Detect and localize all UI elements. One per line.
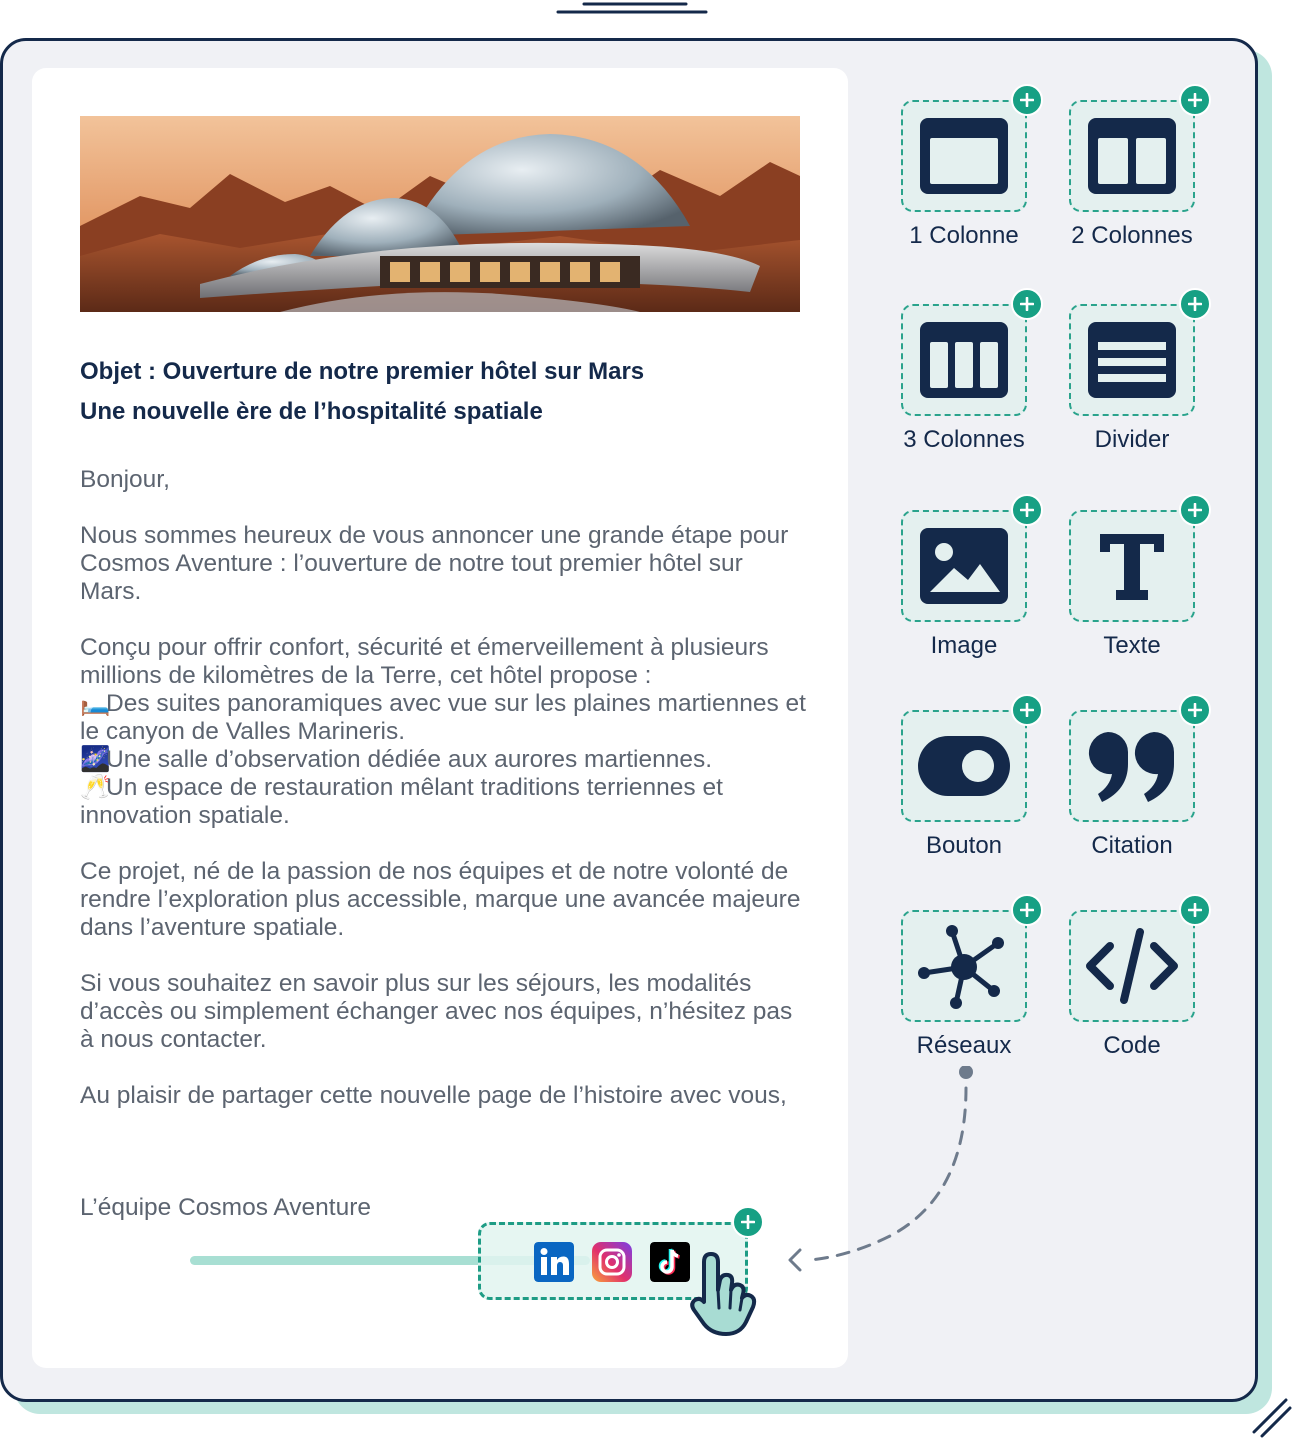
block-label: 2 Colonnes bbox=[1071, 222, 1193, 249]
code-icon bbox=[1084, 924, 1180, 1008]
instagram-icon[interactable] bbox=[592, 1242, 632, 1282]
block-label: 1 Colonne bbox=[909, 222, 1019, 249]
divider-icon bbox=[1084, 318, 1180, 402]
block-tile-one-column[interactable] bbox=[901, 100, 1027, 212]
block-label: Texte bbox=[1103, 632, 1161, 659]
plus-icon bbox=[1020, 903, 1034, 917]
subject-line-2: Une nouvelle ère de l’hospitalité spatiale bbox=[80, 398, 543, 425]
block-label: Code bbox=[1103, 1032, 1161, 1059]
bullet-text: Des suites panoramiques avec vue sur les plaines martiennes et le canyon de Valles Marineris. bbox=[80, 690, 806, 745]
paragraph-2 bbox=[80, 634, 810, 830]
block-label: Divider bbox=[1094, 426, 1170, 453]
plus-icon bbox=[1188, 503, 1202, 517]
add-block-button[interactable] bbox=[1179, 288, 1211, 320]
image-icon bbox=[916, 524, 1012, 608]
plus-icon bbox=[1188, 903, 1202, 917]
block-label: Réseaux bbox=[916, 1032, 1012, 1059]
bullet-text: Un espace de restauration mêlant traditions terriennes et innovation spatiale. bbox=[80, 774, 723, 829]
one-column-icon bbox=[916, 114, 1012, 198]
add-block-button[interactable] bbox=[1011, 694, 1043, 726]
add-block-button[interactable] bbox=[1011, 288, 1043, 320]
plus-icon bbox=[1188, 93, 1202, 107]
plus-icon bbox=[1188, 703, 1202, 717]
email-body[interactable] bbox=[80, 466, 810, 1138]
block-label: Bouton bbox=[925, 832, 1003, 859]
add-block-button[interactable] bbox=[1011, 494, 1043, 526]
hand-cursor-icon bbox=[686, 1250, 766, 1340]
block-tile-quote[interactable] bbox=[1069, 710, 1195, 822]
block-tile-social-networks[interactable] bbox=[901, 910, 1027, 1022]
add-social-block-button[interactable] bbox=[732, 1206, 764, 1238]
paragraph-3: Ce projet, né de la passion de nos équipes et de notre volonté de rendre l’exploration plus accessible, marque une avancée majeure dans l’aventure spatiale. bbox=[80, 858, 801, 941]
block-label: Citation bbox=[1091, 832, 1173, 859]
block-tile-code[interactable] bbox=[1069, 910, 1195, 1022]
paragraph-2-intro: Conçu pour offrir confort, sécurité et émerveillement à plusieurs millions de kilomètres de la Terre, cet hôtel propose : bbox=[80, 634, 769, 689]
plus-icon bbox=[1020, 93, 1034, 107]
block-tile-image[interactable] bbox=[901, 510, 1027, 622]
text-icon bbox=[1084, 524, 1180, 608]
greeting-text: Bonjour, bbox=[80, 466, 170, 493]
block-tile-two-columns[interactable] bbox=[1069, 100, 1195, 212]
tiktok-icon[interactable] bbox=[650, 1242, 690, 1282]
plus-icon bbox=[741, 1215, 755, 1229]
two-columns-icon bbox=[1084, 114, 1180, 198]
paragraph-5: Au plaisir de partager cette nouvelle page de l’histoire avec vous, bbox=[80, 1082, 787, 1109]
add-block-button[interactable] bbox=[1011, 894, 1043, 926]
signature-text: L’équipe Cosmos Aventure bbox=[80, 1194, 372, 1221]
add-block-button[interactable] bbox=[1179, 894, 1211, 926]
block-tile-divider[interactable] bbox=[1069, 304, 1195, 416]
bullet-text: Une salle d’observation dédiée aux aurores martiennes. bbox=[106, 746, 713, 773]
network-icon bbox=[916, 921, 1012, 1011]
champagne-emoji: 🥂 bbox=[80, 774, 111, 801]
add-block-button[interactable] bbox=[1179, 84, 1211, 116]
milky-way-emoji: 🌌 bbox=[80, 746, 111, 773]
email-subject[interactable] bbox=[80, 352, 800, 432]
quote-icon bbox=[1084, 724, 1180, 808]
add-block-button[interactable] bbox=[1011, 84, 1043, 116]
block-label: 3 Colonnes bbox=[903, 426, 1025, 453]
block-tile-text[interactable] bbox=[1069, 510, 1195, 622]
plus-icon bbox=[1020, 503, 1034, 517]
plus-icon bbox=[1020, 297, 1034, 311]
bed-emoji: 🛏️ bbox=[80, 690, 111, 717]
block-tile-three-columns[interactable] bbox=[901, 304, 1027, 416]
paragraph-1: Nous sommes heureux de vous annoncer une grande étape pour Cosmos Aventure : l’ouverture de notre tout premier hôtel sur Mars. bbox=[80, 522, 789, 605]
hero-image-mars-hotel[interactable] bbox=[80, 116, 800, 312]
paragraph-4: Si vous souhaitez en savoir plus sur les séjours, les modalités d’accès ou simplement échanger avec nos équipes, n’hésitez pas à nous contacter. bbox=[80, 970, 793, 1053]
add-block-button[interactable] bbox=[1179, 694, 1211, 726]
subject-line-1: Objet : Ouverture de notre premier hôtel sur Mars bbox=[80, 358, 645, 385]
drag-path-arrow bbox=[780, 1066, 980, 1286]
add-block-button[interactable] bbox=[1179, 494, 1211, 526]
block-label: Image bbox=[930, 632, 998, 659]
linkedin-icon[interactable] bbox=[534, 1242, 574, 1282]
toggle-button-icon bbox=[916, 724, 1012, 808]
three-columns-icon bbox=[916, 318, 1012, 402]
plus-icon bbox=[1020, 703, 1034, 717]
block-tile-button[interactable] bbox=[901, 710, 1027, 822]
top-decoration bbox=[556, 0, 716, 16]
plus-icon bbox=[1188, 297, 1202, 311]
